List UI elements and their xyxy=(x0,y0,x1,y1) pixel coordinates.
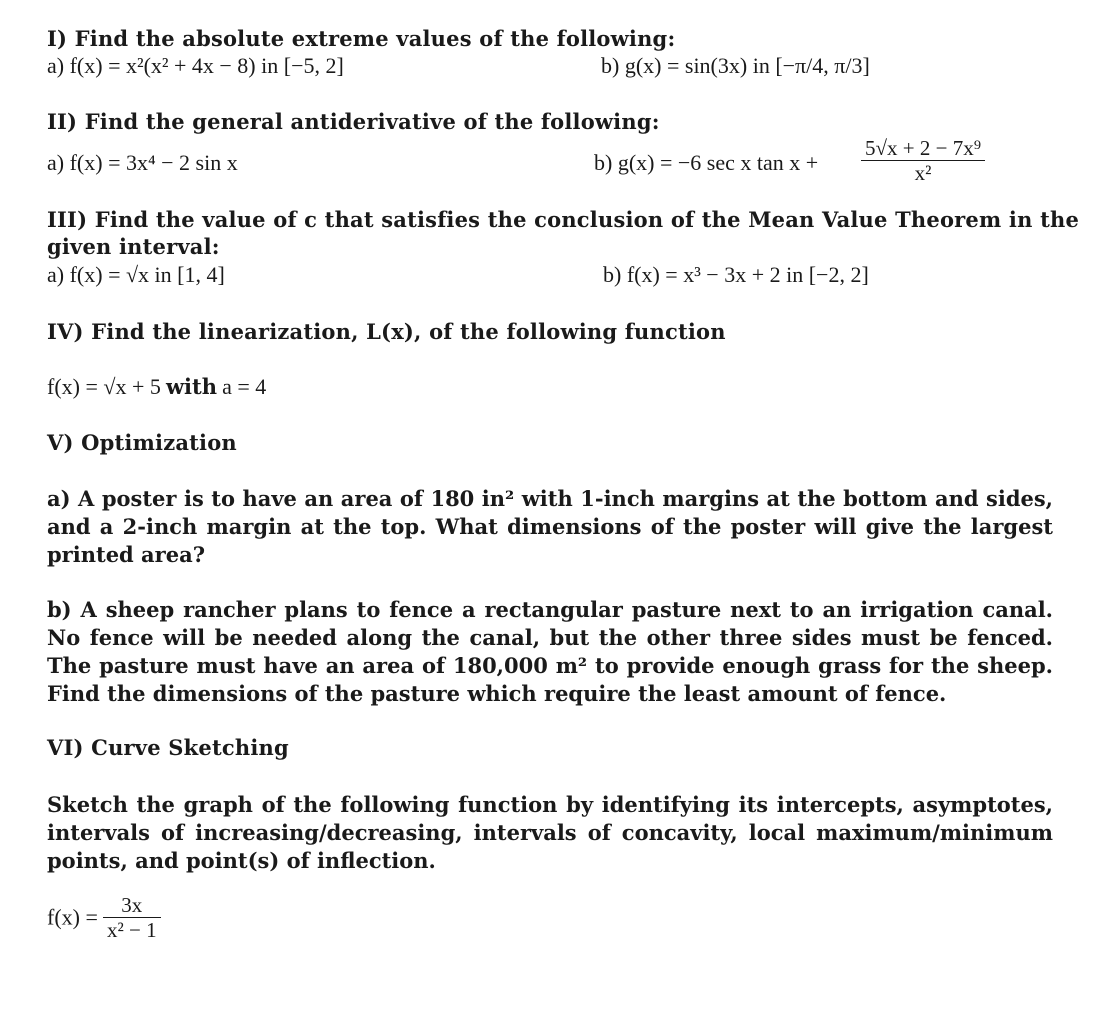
section-4-condition: a = 4 xyxy=(222,374,267,399)
section-3-item-a: a) f(x) = √x in [1, 4] xyxy=(47,262,225,287)
section-6-function xyxy=(47,893,161,942)
section-4-with-word: with xyxy=(165,374,217,399)
section-2-item-a: a) f(x) = 3x⁴ − 2 sin x xyxy=(47,150,238,175)
section-5-problem-a: a) A poster is to have an area of 180 in² with 1-inch margins at the bottom and sides, and a 2-inch margin at the top. What dimensions of the poster will give the largest printed area? xyxy=(47,486,1053,567)
section-5-problem-b: b) A sheep rancher plans to fence a rectangular pasture next to an irrigation canal. No fence will be needed along the canal, but the other three sides must be fenced. The pasture must have an area of 180,000 m² to provide enough grass for the sheep. Find the dimensions of the pasture which require the least amount of fence. xyxy=(47,597,1053,706)
section-4-function: f(x) = √x + 5 xyxy=(47,374,161,399)
section-6-function-prefix: f(x) = xyxy=(47,904,98,930)
section-1-item-b: b) g(x) = sin(3x) in [−π/4, π/3] xyxy=(601,53,870,78)
section-2-fraction-denominator: x² xyxy=(914,161,932,185)
section-3-heading-line2: given interval: xyxy=(47,234,220,259)
section-2-fraction-numerator: 5√x + 2 − 7x⁹ xyxy=(861,136,985,161)
section-6-fraction-denominator: x² − 1 xyxy=(106,918,157,942)
section-3-item-b: b) f(x) = x³ − 3x + 2 in [−2, 2] xyxy=(603,262,869,287)
section-4-heading: IV) Find the linearization, L(x), of the following function xyxy=(47,319,726,344)
section-4-function-line xyxy=(47,374,266,400)
section-3-heading-line1: III) Find the value of c that satisfies the conclusion of the Mean Value Theorem in the xyxy=(47,207,1080,232)
section-1-item-a: a) f(x) = x²(x² + 4x − 8) in [−5, 2] xyxy=(47,53,344,78)
section-2-item-b-prefix: b) g(x) = −6 sec x tan x + xyxy=(594,150,819,175)
section-2-heading: II) Find the general antiderivative of the following: xyxy=(47,109,660,134)
section-6-fraction-numerator: 3x xyxy=(103,893,161,918)
section-6-instructions: Sketch the graph of the following function by identifying its intercepts, asymptotes, intervals of increasing/decreasing, intervals of concavity, local maximum/minimum points, and point(s) of inflection. xyxy=(47,792,1053,873)
section-2-item-b-fraction xyxy=(861,136,985,185)
section-6-heading: VI) Curve Sketching xyxy=(47,735,289,760)
section-1-heading: I) Find the absolute extreme values of the following: xyxy=(47,26,676,51)
section-5-heading: V) Optimization xyxy=(47,430,237,455)
